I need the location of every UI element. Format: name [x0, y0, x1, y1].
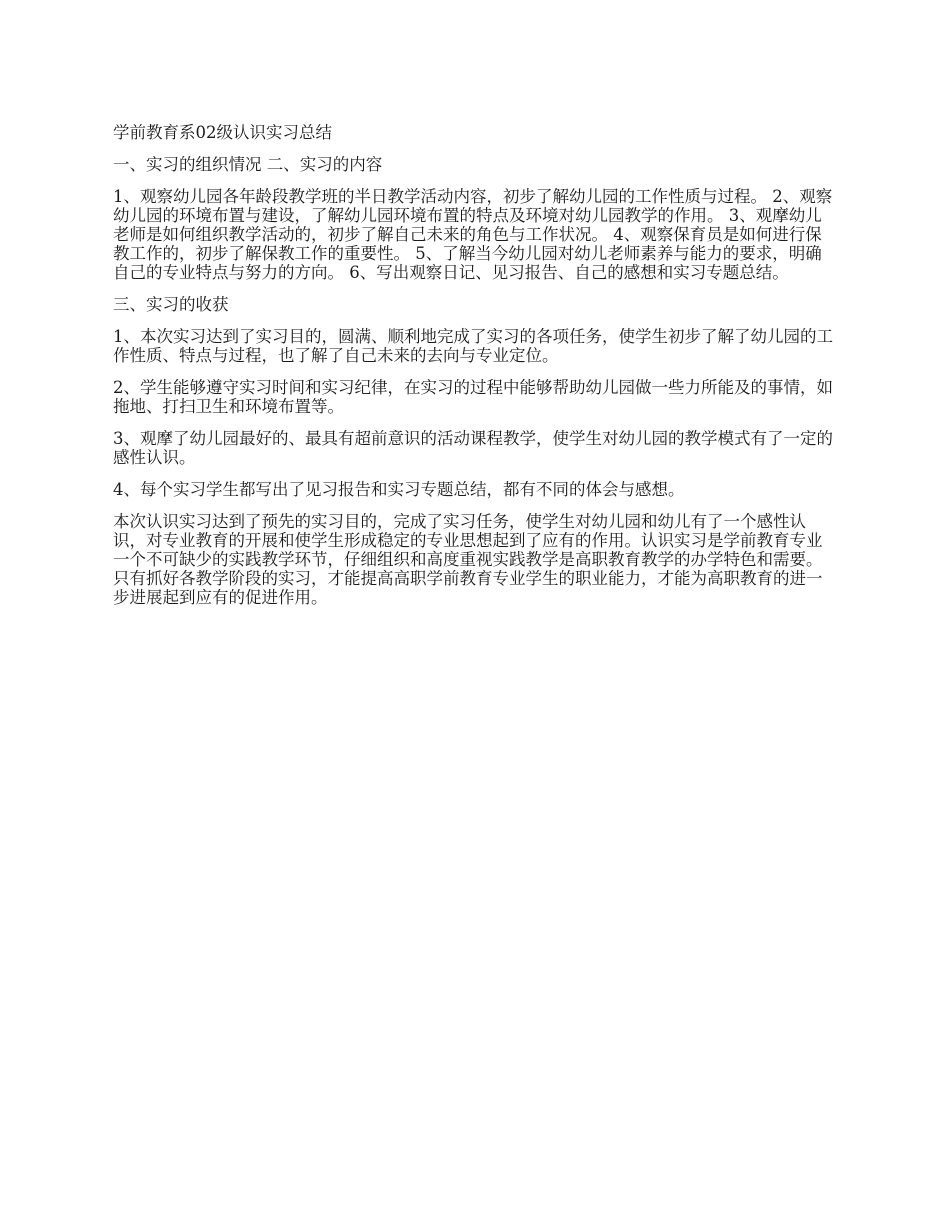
document-body: [113, 123, 838, 620]
content-list-paragraph: 1、观察幼儿园各年龄段教学班的半日教学活动内容，初步了解幼儿园的工作性质与过程。 2、观察幼儿园的环境布置与建设，了解幼儿园环境布置的特点及环境对幼儿园教学的作用。 3、观摩幼儿老师是如何组织教学活动的，初步了解自己未来的角色与工作状况。 4、观察保育员是如何进行保教工作的，初步了解保教工作的重要性。 5、了解当今幼儿园对幼儿老师素养与能力的要求，明确自己的专业特点与努力的方向。 6、写出观察日记、见习报告、自己的感想和实习专题总结。: [113, 187, 833, 282]
gain-paragraph-3: 3、观摩了幼儿园最好的、最具有超前意识的活动课程教学，使学生对幼儿园的教学模式有了一定的感性认识。: [113, 429, 833, 467]
gain-paragraph-4: 4、每个实习学生都写出了见习报告和实习专题总结，都有不同的体会与感想。: [113, 480, 685, 499]
conclusion-paragraph: 本次认识实习达到了预先的实习目的，完成了实习任务，使学生对幼儿园和幼儿有了一个感性认识，对专业教育的开展和使学生形成稳定的专业思想起到了应有的作用。认识实习是学前教育专业一个不可缺少的实践教学环节，仔细组织和高度重视实践教学是高职教育教学的办学特色和需要。只有抓好各教学阶段的实习，才能提高高职学前教育专业学生的职业能力，才能为高职教育的进一步进展起到应有的促进作用。: [113, 512, 823, 607]
gain-paragraph-2: 2、学生能够遵守实习时间和实习纪律，在实习的过程中能够帮助幼儿园做一些力所能及的事情，如拖地、打扫卫生和环境布置等。: [113, 378, 833, 416]
section-heading-organization-content: 一、实习的组织情况 二、实习的内容: [113, 155, 383, 174]
section-heading-gains: 三、实习的收获: [113, 295, 229, 314]
document-title: 学前教育系02级认识实习总结: [113, 123, 332, 142]
gain-paragraph-1: 1、本次实习达到了实习目的，圆满、顺利地完成了实习的各项任务，使学生初步了解了幼儿园的工作性质、特点与过程，也了解了自己未来的去向与专业定位。: [113, 327, 833, 365]
